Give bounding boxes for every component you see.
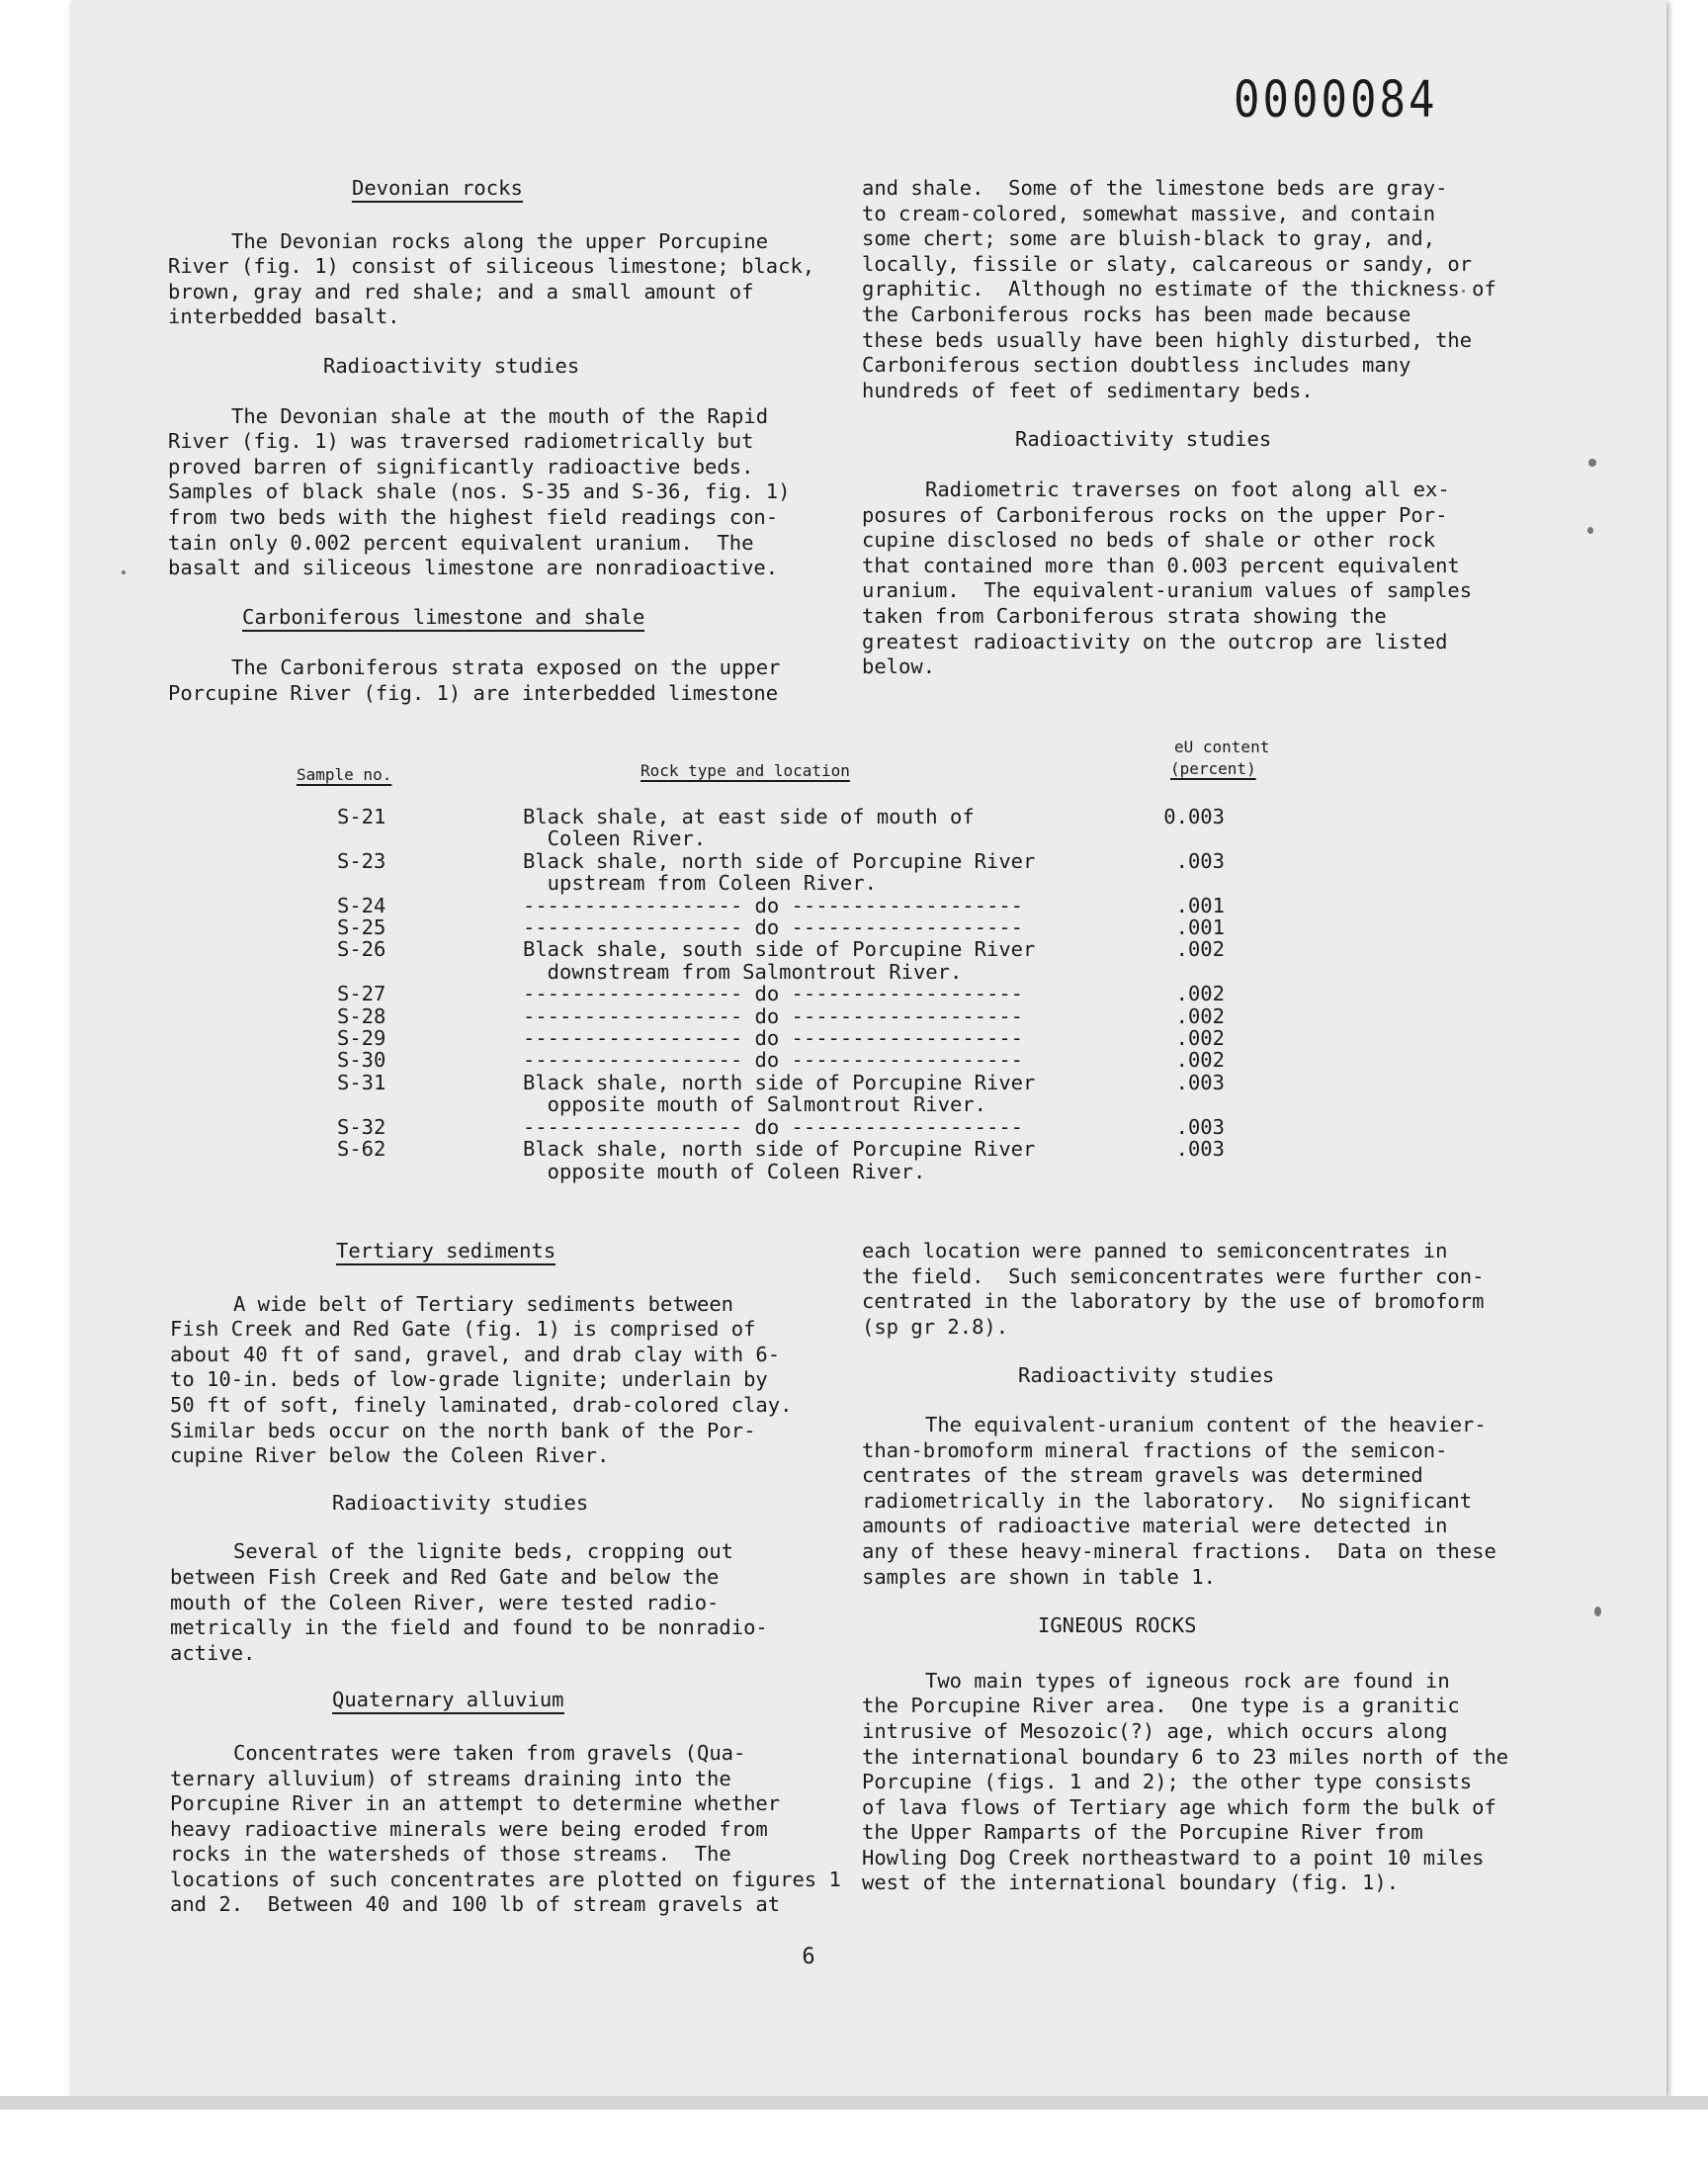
sample-cell: S-25: [337, 915, 386, 940]
igneous-paragraph: Two main types of igneous rock are found in the Porcupine River area. One type is a granitic intrusive of Mesozoic(?) age, which occurs along the international boundary 6 to 23 miles north of the Porcupine (figs. 1 and 2); the other type consists of lava flows of Tertiary age which form the bulk of the Upper Ramparts of the Porcupine River from Howling Dog Creek northeastward to a point 10 miles west of the international boundary (fig. 1).: [862, 1668, 1509, 1895]
carboniferous-continued: and shale. Some of the limestone beds are gray- to cream-colored, somewhat massive, and contain some chert; some are bluish-black to gray, and, locally, fissile or slaty, calcareous or sandy, or graphitic. Although no estimate of the thickness of the Carboniferous rocks has been made because these beds usually have been highly disturbed, the Carboniferous section doubtless includes many hundreds of feet of sedimentary beds.: [862, 176, 1496, 402]
sample-cell: [337, 872, 523, 894]
left-column-bottom: [170, 1239, 841, 1918]
rock-cell: Black shale, south side of Porcupine River: [523, 937, 1036, 962]
eu-cell: .001: [1175, 893, 1225, 917]
sample-cell: S-31: [337, 1070, 386, 1094]
page-number: 6: [802, 1945, 815, 1969]
rock-cell: ------------------ do -------------------: [523, 893, 1024, 917]
rock-cell: Black shale, at east side of mouth of: [523, 805, 975, 828]
eu-cell: .002: [1175, 937, 1225, 962]
rock-cell: Black shale, north side of Porcupine River: [523, 1070, 1036, 1094]
col-header-sample: Sample no.: [297, 765, 392, 784]
rock-cell: ------------------ do -------------------: [523, 1026, 1024, 1051]
col-header-eu-2: (percent): [1170, 759, 1256, 778]
table-row: [337, 1049, 1225, 1071]
table-row: [337, 1093, 1225, 1115]
radioactivity-paragraph: The Devonian shale at the mouth of the Rapid River (fig. 1) was traversed radiometrically but proved barren of significantly radioactive beds. Samples of black shale (nos. S-35 and S-36, fig. 1) from two beds with the highest field readings con- tain only 0.002 percent equivalent uranium. The basalt and siliceous limestone are nonradioactive.: [168, 403, 791, 580]
carboniferous-heading: Carboniferous limestone and shale: [168, 605, 761, 631]
quaternary-paragraph: Concentrates were taken from gravels (Qua- ternary alluvium) of streams draining into the Porcupine River in an attempt to determine whether heavy radioactive minerals were being eroded from rocks in the watersheds of those streams. The locations of such concentrates are plotted on figures 1 and 2. Between 40 and 100 lb of stream gravels at: [170, 1740, 841, 1917]
eu-cell: .002: [1175, 1003, 1225, 1028]
rock-cell: Black shale, north side of Porcupine River: [523, 1137, 1036, 1162]
radioactivity-heading: Radioactivity studies: [323, 353, 580, 378]
sample-cell: S-27: [337, 982, 386, 1006]
right-column-bottom: [862, 1239, 1509, 1896]
sample-cell: S-62: [337, 1137, 386, 1162]
table-row: [337, 1072, 1225, 1093]
sample-cell: S-32: [337, 1114, 386, 1139]
devonian-paragraph: The Devonian rocks along the upper Porcupine River (fig. 1) consist of siliceous limestone; black, brown, gray and red shale; and a small amount of interbedded basalt.: [168, 228, 815, 329]
sample-cell: [337, 961, 523, 983]
document-id: 0000084: [1234, 71, 1438, 130]
eu-cell: .003: [1175, 1114, 1225, 1139]
eu-cell: .003: [1175, 1070, 1225, 1094]
sample-cell: S-26: [337, 937, 386, 962]
eu-cell: 0.003: [1163, 805, 1225, 828]
rock-cell: ------------------ do -------------------: [523, 1048, 1024, 1073]
sample-cell: S-24: [337, 893, 386, 917]
table-row: [337, 916, 1225, 938]
table-row: [337, 1005, 1225, 1027]
rock-cell: downstream from Salmontrout River.: [523, 959, 963, 984]
left-column-top: [168, 176, 815, 707]
radioactivity-heading: Radioactivity studies: [1018, 1363, 1275, 1388]
eu-cell: [1116, 961, 1225, 983]
table-row: [337, 1027, 1225, 1049]
eu-cell: .003: [1175, 1137, 1225, 1162]
rock-cell: opposite mouth of Coleen River.: [523, 1159, 926, 1183]
table-row: [337, 872, 1225, 894]
radioactivity-heading: Radioactivity studies: [332, 1490, 589, 1515]
radioactivity-paragraph: Several of the lignite beds, cropping out between Fish Creek and Red Gate and below the mouth of the Coleen River, were tested radio- metrically in the field and found to be nonradio- active.: [170, 1539, 768, 1665]
table-row: [337, 961, 1225, 983]
rock-cell: ------------------ do -------------------: [523, 982, 1024, 1006]
speck: [122, 570, 126, 574]
eu-cell: .003: [1175, 848, 1225, 873]
table-row: [337, 1161, 1225, 1182]
radioactivity-paragraph: Radiometric traverses on foot along all ex- posures of Carboniferous rocks on the upper Por- cupine disclosed no beds of shale or other rock that contained more than 0.003 percent equivalent uranium. The equivalent-uranium values of samples taken from Carboniferous strata showing the greatest radioactivity on the outcrop are listed below.: [862, 477, 1473, 679]
right-column-top: [862, 176, 1496, 680]
uranium-table: [337, 806, 1225, 1182]
eu-cell: [1116, 1161, 1225, 1182]
eu-cell: .002: [1175, 982, 1225, 1006]
sample-cell: S-23: [337, 848, 386, 873]
rock-cell: ------------------ do -------------------: [523, 1114, 1024, 1139]
carboniferous-paragraph: The Carboniferous strata exposed on the upper Porcupine River (fig. 1) are interbedded limestone: [168, 655, 781, 705]
quaternary-heading: Quaternary alluvium: [170, 1688, 763, 1713]
sample-cell: S-30: [337, 1048, 386, 1073]
sample-cell: [337, 1093, 523, 1115]
col-header-rock: Rock type and location: [640, 761, 850, 780]
rock-cell: ------------------ do -------------------: [523, 1003, 1024, 1028]
eu-cell: .002: [1175, 1026, 1225, 1051]
table-row: [337, 895, 1225, 916]
radioactivity-heading: Radioactivity studies: [1015, 427, 1272, 452]
table-row: [337, 938, 1225, 960]
table-row: [337, 983, 1225, 1004]
table-row: [337, 1116, 1225, 1138]
rock-cell: Black shale, north side of Porcupine River: [523, 848, 1036, 873]
tertiary-paragraph: A wide belt of Tertiary sediments between Fish Creek and Red Gate (fig. 1) is comprised of about 40 ft of sand, gravel, and drab clay with 6- to 10-in. beds of low-grade lignite; underlain by 50 ft of soft, finely laminated, drab-colored clay. Similar beds occur on the north bank of the Por- cupine River below the Coleen River.: [170, 1291, 793, 1468]
table-row: [337, 850, 1225, 872]
sample-cell: S-28: [337, 1003, 386, 1028]
eu-cell: .002: [1175, 1048, 1225, 1073]
eu-cell: .001: [1175, 915, 1225, 940]
rock-cell: Coleen River.: [523, 826, 707, 851]
radioactivity-paragraph: The equivalent-uranium content of the heavier- than-bromoform mineral fractions of the semicon- centrates of the stream gravels was determined radiometrically in the laboratory. No significant amounts of radioactive material were detected in any of these heavy-mineral fractions. Data on these samples are shown in table 1.: [862, 1412, 1496, 1589]
rock-cell: ------------------ do -------------------: [523, 915, 1024, 940]
eu-cell: [1116, 827, 1225, 849]
tertiary-heading: Tertiary sediments: [170, 1239, 763, 1264]
table-row: [337, 827, 1225, 849]
speck: [1594, 1607, 1601, 1616]
eu-cell: [1116, 1093, 1225, 1115]
page-edge: [0, 2096, 1708, 2110]
quaternary-continued: each location were panned to semiconcentrates in the field. Such semiconcentrates were further con- centrated in the laboratory by the use of bromoform (sp gr 2.8).: [862, 1239, 1485, 1339]
rock-cell: opposite mouth of Salmontrout River.: [523, 1092, 986, 1117]
col-header-eu-1: eU content: [1174, 738, 1270, 756]
speck: [1587, 527, 1593, 534]
sample-cell: [337, 827, 523, 849]
speck: [1588, 459, 1596, 467]
sample-cell: [337, 1161, 523, 1182]
eu-cell: [1116, 872, 1225, 894]
table-row: [337, 806, 1225, 827]
sample-cell: S-21: [337, 805, 386, 828]
devonian-heading: Devonian rocks: [168, 176, 761, 202]
table-row: [337, 1138, 1225, 1160]
igneous-heading: IGNEOUS ROCKS: [1038, 1613, 1197, 1638]
rock-cell: upstream from Coleen River.: [523, 871, 877, 896]
sample-cell: S-29: [337, 1026, 386, 1051]
